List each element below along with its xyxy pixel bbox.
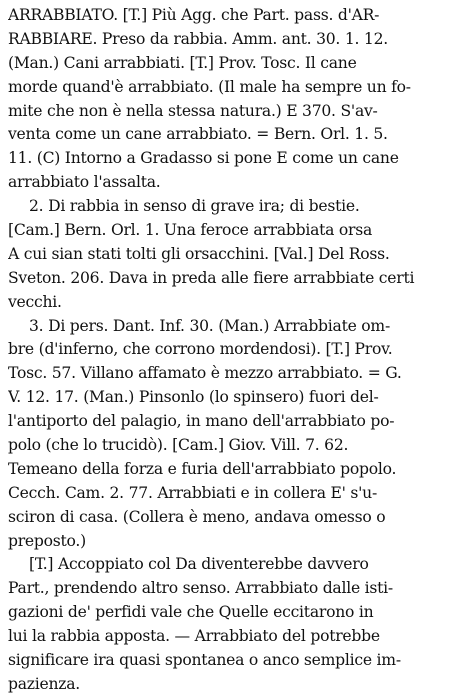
entry-line-1: ARRABBIATO. [T.] Più Agg. che Part. pass. d'AR- (8, 6, 380, 24)
sense-3-line-2: bre (d'inferno, che corrono mordendosi). [T.] Prov. (8, 340, 393, 359)
note-line-3: gazioni de' perfidi vale che Quelle eccitarono in (8, 603, 374, 622)
entry-line-4: morde quand'è arrabbiato. (Il male ha sempre un fo- (8, 77, 411, 96)
sense-2-line-3: A cui sian stati tolti gli orsacchini. [Val.] Del Ross. (8, 244, 390, 263)
sense-2-line-5: vecchi. (8, 292, 62, 311)
sense-3-line-9: sciron di casa. (Collera è meno, andava omesso o (8, 507, 386, 526)
note-line-1: [T.] Accoppiato col Da diventerebbe davvero (29, 555, 369, 574)
note-line-6: pazienza. (8, 674, 80, 693)
sense-2-line-2: [Cam.] Bern. Orl. 1. Una feroce arrabbiata orsa (8, 221, 373, 240)
sense-3-line-8: Cecch. Cam. 2. 77. Arrabbiati e in collera E' s'u- (8, 483, 377, 502)
sense-3-line-6: polo (che lo trucidò). [Cam.] Giov. Vill. 7. 62. (8, 436, 349, 455)
sense-3-line-3: Tosc. 57. Villano affamato è mezzo arrabbiato. = G. (8, 364, 402, 383)
entry-line-8: arrabbiato l'assalta. (8, 173, 161, 192)
sense-2-line-4: Sveton. 206. Dava in preda alle fiere arrabbiate certi (8, 268, 415, 287)
sense-3-line-1: 3. Di pers. Dant. Inf. 30. (Man.) Arrabbiate om- (29, 316, 390, 335)
note-line-2: Part., prendendo altro senso. Arrabbiato dalle isti- (8, 579, 393, 598)
note-line-4: lui la rabbia apposta. — Arrabbiato del potrebbe (8, 627, 380, 646)
sense-3-line-4: V. 12. 17. (Man.) Pinsonlo (lo spinsero) fuori del- (8, 388, 379, 407)
entry-line-3: (Man.) Cani arrabbiati. [T.] Prov. Tosc. Il cane (8, 53, 357, 72)
sense-2-line-1: 2. Di rabbia in senso di grave ira; di bestie. (29, 197, 360, 216)
entry-line-2: RABBIARE. Preso da rabbia. Amm. ant. 30. 1. 12. (8, 29, 388, 48)
entry-line-5: mite che non è nella stessa natura.) E 370. S'av- (8, 101, 378, 120)
sense-3-line-7: Temeano della forza e furia dell'arrabbiato popolo. (8, 459, 397, 478)
note-line-5: significare ira quasi spontanea o anco semplice im- (8, 651, 401, 670)
sense-3-line-5: l'antiporto del palagio, in mano dell'arrabbiato po- (8, 412, 395, 431)
entry-line-6: venta come un cane arrabbiato. = Bern. Orl. 1. 5. (8, 125, 388, 144)
sense-3-line-10: preposto.) (8, 531, 86, 550)
entry-line-7: 11. (C) Intorno a Gradasso si pone E come un cane (8, 149, 399, 168)
